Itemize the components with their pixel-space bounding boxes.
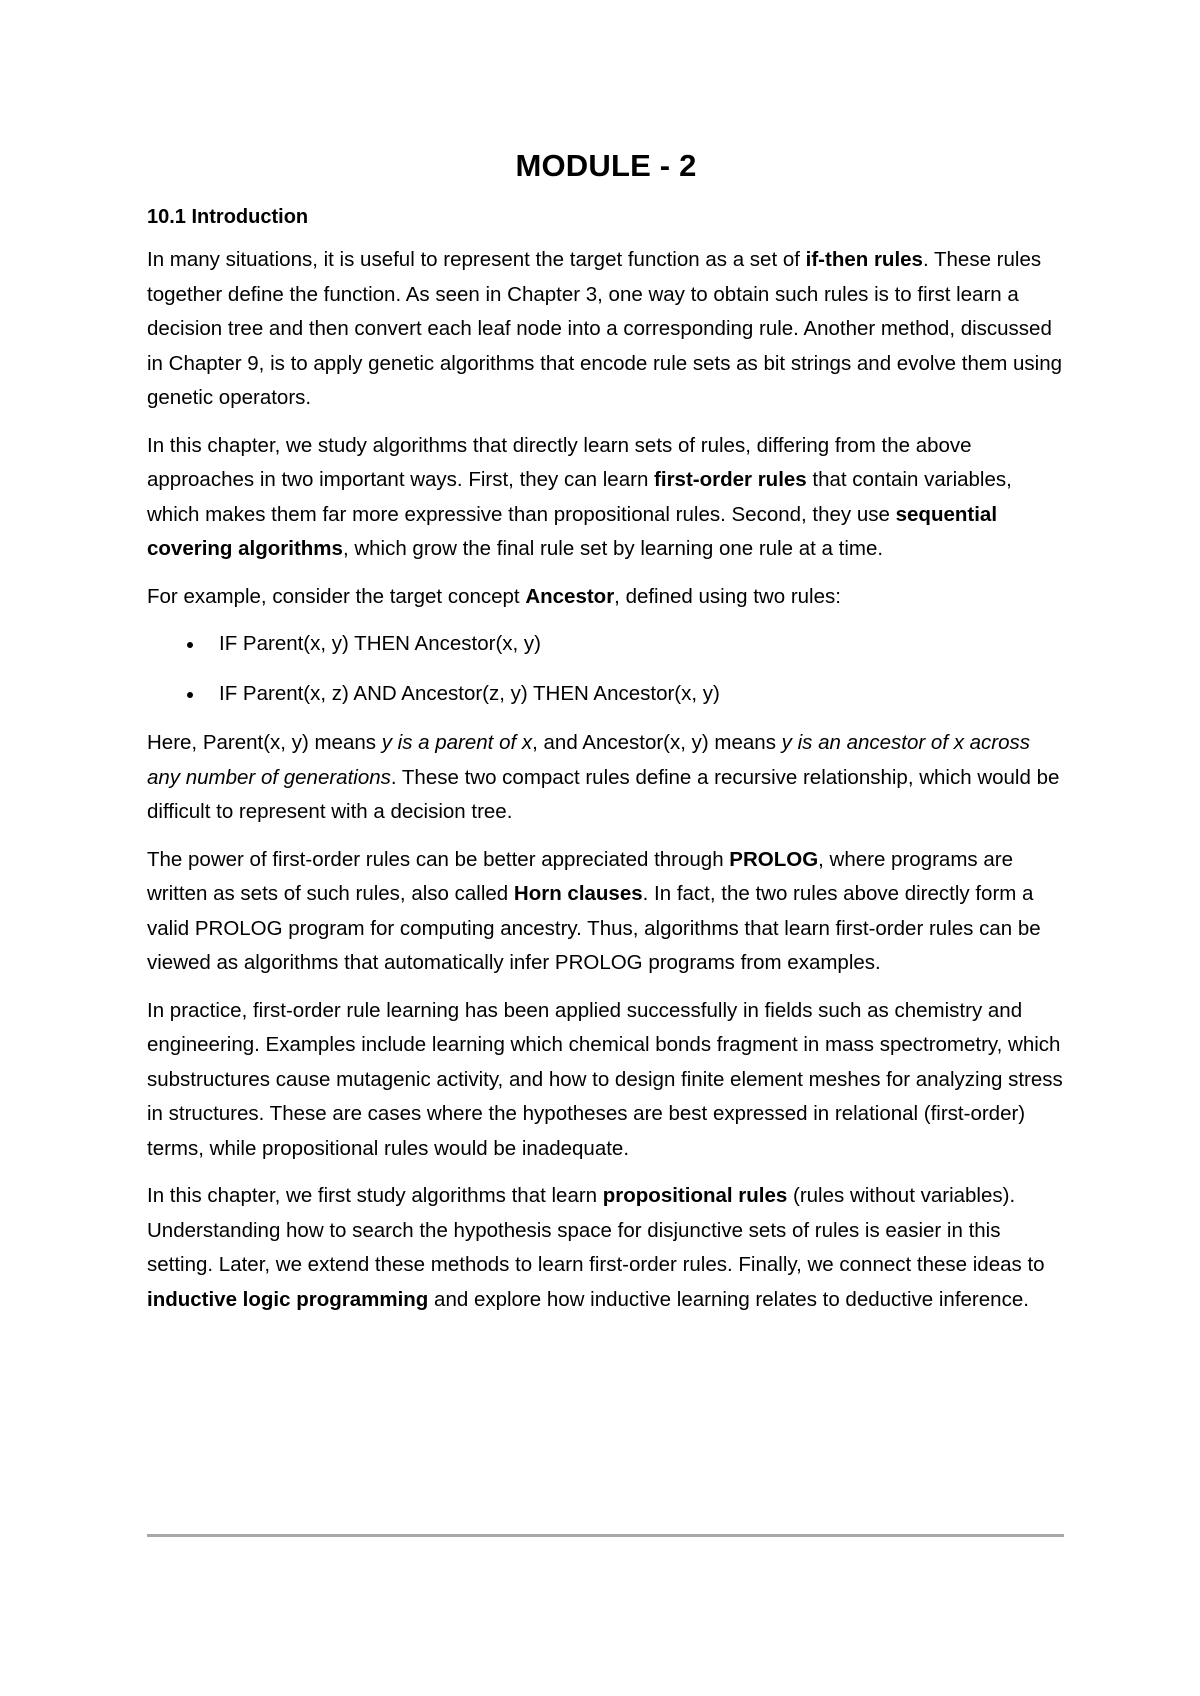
- bold-term: inductive logic programming: [147, 1287, 429, 1311]
- text-run: In many situations, it is useful to represent the target function as a set of: [147, 248, 806, 271]
- rule-text: IF Parent(x, z) AND Ancestor(z, y) THEN Ancestor(x, y): [219, 681, 720, 705]
- text-run: (rules without variables). Understanding how to search the hypothesis space for disjunctive sets of rules is easier in this setting. Later, we extend these methods to learn first-order rules. Finally, we connect these ideas to: [147, 1184, 1045, 1276]
- document-page: [147, 148, 1065, 1330]
- text-run: In practice, first-order rule learning has been applied successfully in fields such as chemistry and engineering. Examples include learning which chemical bonds fragment in mass spectrometry, which substructures cause mutagenic activity, and how to design finite element meshes for analyzing stress in structures. These are cases where the hypotheses are best expressed in relational (first-order) terms, while propositional rules would be inadequate.: [147, 998, 1063, 1160]
- bold-term: propositional rules: [602, 1184, 788, 1207]
- bold-term: if-then rules: [805, 248, 923, 271]
- text-run: and explore how inductive learning relates to deductive inference.: [428, 1287, 1029, 1311]
- text-run: , defined using two rules:: [614, 584, 841, 608]
- bold-term: Horn clauses: [513, 882, 643, 905]
- paragraph-applications: [147, 994, 1065, 1167]
- text-run: For example, consider the target concept: [147, 584, 526, 608]
- paragraph-chapter-plan: [147, 1179, 1065, 1317]
- text-run: In this chapter, we first study algorithms that learn: [147, 1184, 603, 1207]
- horizontal-divider: [147, 1534, 1064, 1537]
- rule-list-item: [147, 677, 1065, 712]
- paragraph-intro: [147, 243, 1065, 416]
- text-run: that contain variables, which makes them far more expressive than propositional rules. Second, they use: [147, 468, 1012, 526]
- bold-term: sequential covering algorithms: [147, 502, 998, 560]
- text-run: The power of first-order rules can be better appreciated through: [147, 847, 730, 871]
- italic-term: y is a parent of x: [381, 731, 533, 754]
- text-run: . In fact, the two rules above directly form a valid PROLOG program for computing ancestry. Thus, algorithms that learn first-order rules can be viewed as algorithms that automatically infer PROLOG programs from examples.: [147, 882, 1041, 974]
- text-run: , which grow the final rule set by learning one rule at a time.: [342, 537, 884, 560]
- text-run: , where programs are written as sets of such rules, also called: [147, 847, 1013, 905]
- rule-list-item: [147, 627, 1065, 662]
- bold-term: first-order rules: [654, 468, 807, 491]
- paragraph-example: [147, 580, 1065, 615]
- text-run: . These two compact rules define a recursive relationship, which would be difficult to represent with a decision tree.: [147, 765, 1060, 823]
- paragraph-prolog: [147, 843, 1065, 981]
- italic-term: y is an ancestor of x across any number of generations: [147, 731, 1031, 789]
- bullet-icon: [187, 642, 193, 648]
- paragraph-approach: [147, 429, 1065, 567]
- text-run: , and Ancestor(x, y) means: [532, 731, 782, 754]
- rule-text: IF Parent(x, y) THEN Ancestor(x, y): [219, 632, 541, 655]
- bold-term: Ancestor: [525, 584, 615, 608]
- section-heading: 10.1 Introduction: [147, 206, 309, 228]
- bullet-icon: [187, 692, 193, 698]
- text-run: . These rules together define the function. As seen in Chapter 3, one way to obtain such rules is to first learn a decision tree and then convert each leaf node into a corresponding rule. Another method, discussed in Chapter 9, is to apply genetic algorithms that encode rule sets as bit strings and evolve them using genetic operators.: [147, 248, 1063, 409]
- text-run: Here, Parent(x, y) means: [147, 731, 382, 754]
- bold-term: PROLOG: [729, 847, 819, 871]
- paragraph-definition: [147, 726, 1065, 830]
- page-title: MODULE - 2: [515, 148, 697, 183]
- text-run: In this chapter, we study algorithms that directly learn sets of rules, differing from the above approaches in two important ways. First, they can learn: [147, 433, 972, 491]
- rule-list: [147, 627, 1065, 711]
